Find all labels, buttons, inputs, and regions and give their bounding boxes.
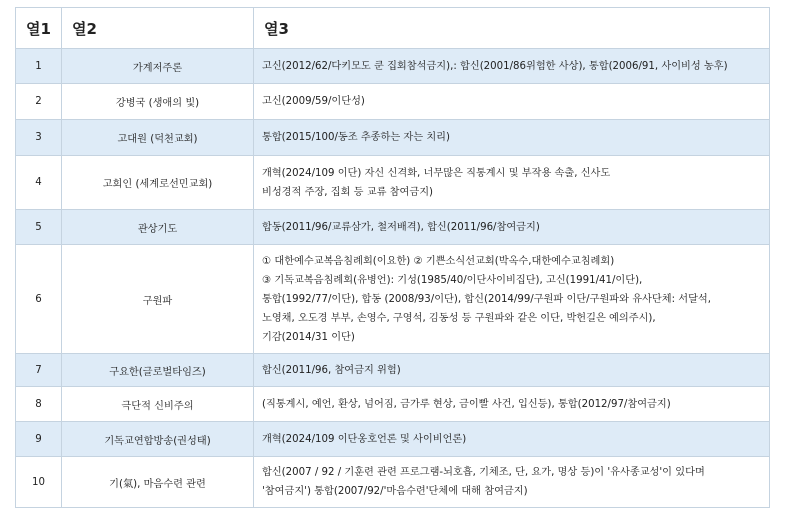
row-name: 가계저주론 xyxy=(62,49,254,84)
table-row xyxy=(16,387,770,422)
table-row xyxy=(16,422,770,457)
row-description xyxy=(254,120,770,156)
description-line: 노영채, 오도경 부부, 손영수, 구영석, 김동성 등 구원파와 같은 이단, 박헌길은 예의주시), xyxy=(262,312,656,324)
row-description xyxy=(254,245,770,354)
row-name: 구원파 xyxy=(62,245,254,354)
description-line: 개혁(2024/109 이단) 자신 신격화, 너무많은 직통계시 및 부작용 속출, 신사도 xyxy=(262,167,611,179)
heresy-table xyxy=(15,7,770,508)
row-number: 8 xyxy=(16,387,62,422)
column-header-3: 열3 xyxy=(254,8,770,49)
description-line: 합신(2007 / 92 / 기훈련 관련 프로그램-뇌호흡, 기체조, 단, 요가, 명상 등)이 '유사종교성'이 있다며 xyxy=(262,467,705,478)
row-description xyxy=(254,354,770,387)
row-number: 5 xyxy=(16,210,62,245)
row-number: 2 xyxy=(16,84,62,120)
description-line: ③ 기독교복음침례회(유병언): 기성(1985/40/이단사이비집단), 고신(1991/41/이단), xyxy=(262,274,643,286)
row-description xyxy=(254,84,770,120)
description-line: 개혁(2024/109 이단옹호언론 및 사이비언론) xyxy=(262,433,467,445)
description-line: ① 대한예수교복음침례회(이요한) ② 기쁜소식선교회(박옥수,대한예수교침례회) xyxy=(262,255,615,267)
row-description xyxy=(254,387,770,422)
table-row xyxy=(16,457,770,508)
description-line: 합신(2011/96, 참여금지 위험) xyxy=(262,364,401,376)
table-row xyxy=(16,354,770,387)
description-line: 통합(2015/100/동조 추종하는 자는 치리) xyxy=(262,132,450,143)
header-row xyxy=(16,8,770,49)
row-number: 4 xyxy=(16,156,62,210)
row-description xyxy=(254,210,770,245)
row-name: 구요한(글로벌타임즈) xyxy=(62,354,254,387)
row-name: 강병국 (생애의 빛) xyxy=(62,84,254,120)
row-number: 7 xyxy=(16,354,62,387)
description-line: 기감(2014/31 이단) xyxy=(262,331,355,343)
row-number: 9 xyxy=(16,422,62,457)
table-row xyxy=(16,49,770,84)
description-line: (직통계시, 예언, 환상, 넘어짐, 금가루 현상, 금이빨 사건, 입신등), 통합(2012/97/참여금지) xyxy=(262,398,671,410)
row-name: 기독교연합방송(권성태) xyxy=(62,422,254,457)
row-name: 기(氣), 마음수련 관련 xyxy=(62,457,254,508)
table-row xyxy=(16,84,770,120)
row-number: 1 xyxy=(16,49,62,84)
row-number: 6 xyxy=(16,245,62,354)
column-header-1: 열1 xyxy=(16,8,62,49)
table-row xyxy=(16,120,770,156)
table-row xyxy=(16,156,770,210)
row-description xyxy=(254,457,770,508)
row-number: 10 xyxy=(16,457,62,508)
description-line: 고신(2009/59/이단성) xyxy=(262,96,365,107)
row-description xyxy=(254,422,770,457)
description-line: 통합(1992/77/이단), 합동 (2008/93/이단), 합신(2014/99/구원파 이단/구원파와 유사단체: 서달석, xyxy=(262,293,712,305)
description-line: 비성경적 주장, 집회 등 교류 참여금지) xyxy=(262,186,434,198)
row-name: 관상기도 xyxy=(62,210,254,245)
column-header-2: 열2 xyxy=(62,8,254,49)
row-name: 고희인 (세계로선민교회) xyxy=(62,156,254,210)
row-number: 3 xyxy=(16,120,62,156)
table-row xyxy=(16,210,770,245)
row-name: 고대원 (덕천교회) xyxy=(62,120,254,156)
row-description xyxy=(254,49,770,84)
row-name: 극단적 신비주의 xyxy=(62,387,254,422)
description-line: 고신(2012/62/다키모도 쿤 집회참석금지),: 합신(2001/86위험한 사상), 통합(2006/91, 사이비성 농후) xyxy=(262,60,728,72)
row-description xyxy=(254,156,770,210)
table-row xyxy=(16,245,770,354)
description-line: '참여금지') 통합(2007/92/'마음수련'단체에 대해 참여금지) xyxy=(262,486,528,497)
description-line: 합동(2011/96/교류삼가, 철저배격), 합신(2011/96/참여금지) xyxy=(262,221,540,233)
